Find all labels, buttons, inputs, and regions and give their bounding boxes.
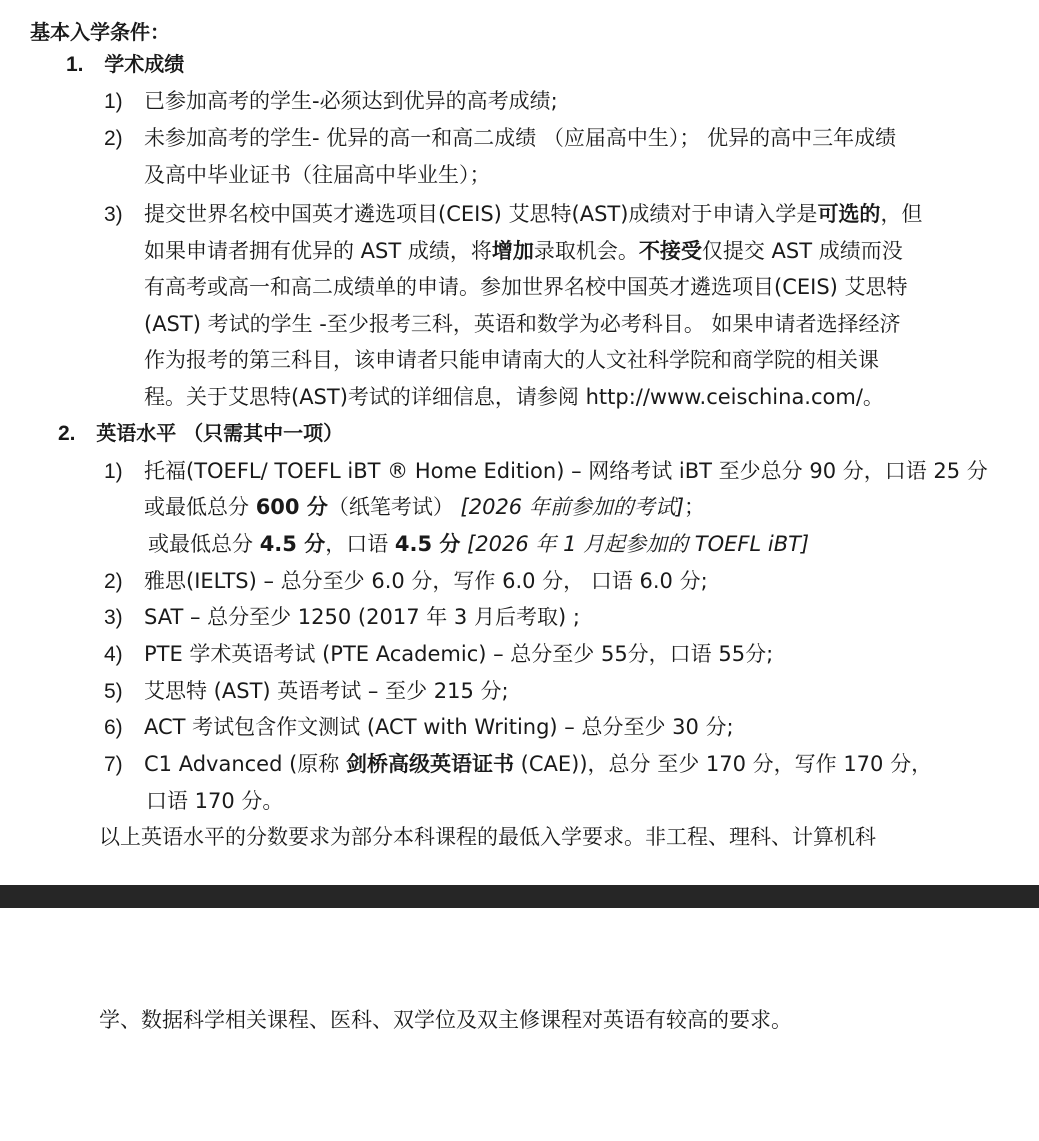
text-run: ，口语	[325, 532, 395, 556]
list-number: 6)	[104, 716, 123, 739]
emphasis-not-accepted: 不接受	[638, 239, 702, 263]
emphasis-increase: 增加	[491, 239, 534, 263]
score-4-5: 4.5 分	[259, 532, 326, 556]
s2-item1	[104, 456, 988, 487]
list-text: 未参加高考的学生- 优异的高一和高二成绩 （应届高中生）； 优异的高中三年成绩	[144, 126, 897, 150]
s2-item6	[104, 712, 734, 743]
text-run: （纸笔考试）	[327, 495, 461, 519]
list-number: 2)	[104, 127, 123, 150]
list-number: 7)	[104, 753, 123, 776]
list-text: SAT – 总分至少 1250 (2017 年 3 月后考取) ;	[144, 605, 580, 629]
s1-item1	[104, 86, 558, 117]
text-run: (CAE))，总分 至少 170 分，写作 170 分，	[513, 752, 933, 776]
s1-item2	[104, 123, 897, 154]
page-heading	[30, 17, 170, 47]
text-run: 录取机会。	[533, 239, 639, 263]
s2-item4	[104, 639, 774, 670]
text-run: (AST) 考试的学生 -至少报考三科，英语和数学为必考科目。 如果申请者选择经济	[144, 312, 901, 336]
list-number: 5)	[104, 680, 123, 703]
note-text: 以上英语水平的分数要求为部分本科课程的最低入学要求。非工程、理科、计算机科	[99, 825, 876, 849]
section1-header	[66, 49, 184, 80]
english-note-line2	[99, 1005, 792, 1035]
list-text: 已参加高考的学生-必须达到优异的高考成绩;	[144, 89, 558, 113]
text-run: 仅提交 AST 成绩而没	[701, 239, 903, 263]
list-number: 3)	[104, 203, 123, 226]
note-before-2026: [2026 年前参加的考试]	[460, 495, 685, 519]
s2-item7-line2	[146, 786, 283, 816]
text-run: 口语 170 分。	[146, 789, 284, 813]
list-text: 艾思特 (AST) 英语考试 – 至少 215 分;	[144, 679, 509, 703]
emphasis-optional: 可选的	[817, 202, 881, 226]
section1-number: 1.	[66, 53, 84, 76]
list-text: 托福(TOEFL/ TOEFL iBT ® Home Edition) – 网络考试 iBT 至少总分 90 分，口语 25 分	[144, 459, 988, 483]
english-note-line1	[99, 822, 876, 852]
heading-text: 基本入学条件：	[30, 20, 170, 44]
s1-item3-line6	[144, 382, 884, 412]
section2-title: 英语水平 （只需其中一项）	[96, 421, 344, 445]
s2-item1-line2	[144, 492, 705, 522]
speaking-score-4-5: 4.5 分	[394, 532, 461, 556]
list-text	[144, 749, 932, 779]
list-number: 2)	[104, 570, 123, 593]
page-break-bar	[0, 885, 1039, 908]
s2-item7	[104, 749, 933, 780]
document-page-2	[0, 908, 1039, 1141]
note-from-2026: [2026 年 1 月起参加的 TOEFL iBT]	[460, 532, 810, 556]
text-run: 如果申请者拥有优异的 AST 成绩，将	[144, 239, 492, 263]
s1-item3-line3	[144, 272, 908, 302]
section2-header	[58, 418, 343, 449]
list-text: PTE 学术英语考试 (PTE Academic) – 总分至少 55分，口语 55分;	[144, 642, 774, 666]
s1-item2-cont	[144, 160, 491, 190]
text-run: 或最低总分	[148, 532, 260, 556]
s2-item1-line3	[148, 529, 809, 559]
list-number: 1)	[104, 460, 123, 483]
s1-item3	[104, 199, 923, 230]
list-number: 3)	[104, 606, 123, 629]
s1-item3-line5	[144, 345, 879, 375]
section2-number: 2.	[58, 422, 76, 445]
list-text: ACT 考试包含作文测试 (ACT with Writing) – 总分至少 30 分;	[144, 715, 734, 739]
list-text	[144, 199, 922, 229]
note-text: 学、数据科学相关课程、医科、双学位及双主修课程对英语有较高的要求。	[99, 1008, 792, 1032]
text-run: 程。关于艾思特(AST)考试的详细信息，请参阅	[144, 385, 586, 409]
list-number: 4)	[104, 643, 123, 666]
text-run: ，但	[880, 202, 923, 226]
text-run: ；	[684, 495, 706, 519]
text-run: 或最低总分	[144, 495, 256, 519]
list-text: 雅思(IELTS) – 总分至少 6.0 分，写作 6.0 分， 口语 6.0 分;	[144, 569, 708, 593]
ceis-website-link[interactable]: http://www.ceischina.com/	[585, 385, 863, 409]
score-600: 600 分	[255, 495, 328, 519]
text-run: C1 Advanced (原称	[144, 752, 346, 776]
cae-name: 剑桥高级英语证书	[345, 752, 514, 776]
s1-item3-line2	[144, 236, 903, 266]
list-text: 及高中毕业证书（往届高中毕业生）；	[144, 163, 491, 187]
s2-item2	[104, 566, 708, 597]
text-run: 提交世界名校中国英才遴选项目(CEIS) 艾思特(AST)成绩对于申请入学是	[144, 202, 818, 226]
s2-item5	[104, 676, 509, 707]
text-run: 作为报考的第三科目，该申请者只能申请南大的人文社科学院和商学院的相关课	[144, 348, 879, 372]
text-run: 有高考或高一和高二成绩单的申请。参加世界名校中国英才遴选项目(CEIS) 艾思特	[144, 275, 908, 299]
list-number: 1)	[104, 90, 123, 113]
section1-title: 学术成绩	[104, 52, 185, 76]
s2-item3	[104, 602, 580, 633]
text-run: 。	[862, 385, 884, 409]
s1-item3-line4	[144, 309, 901, 339]
